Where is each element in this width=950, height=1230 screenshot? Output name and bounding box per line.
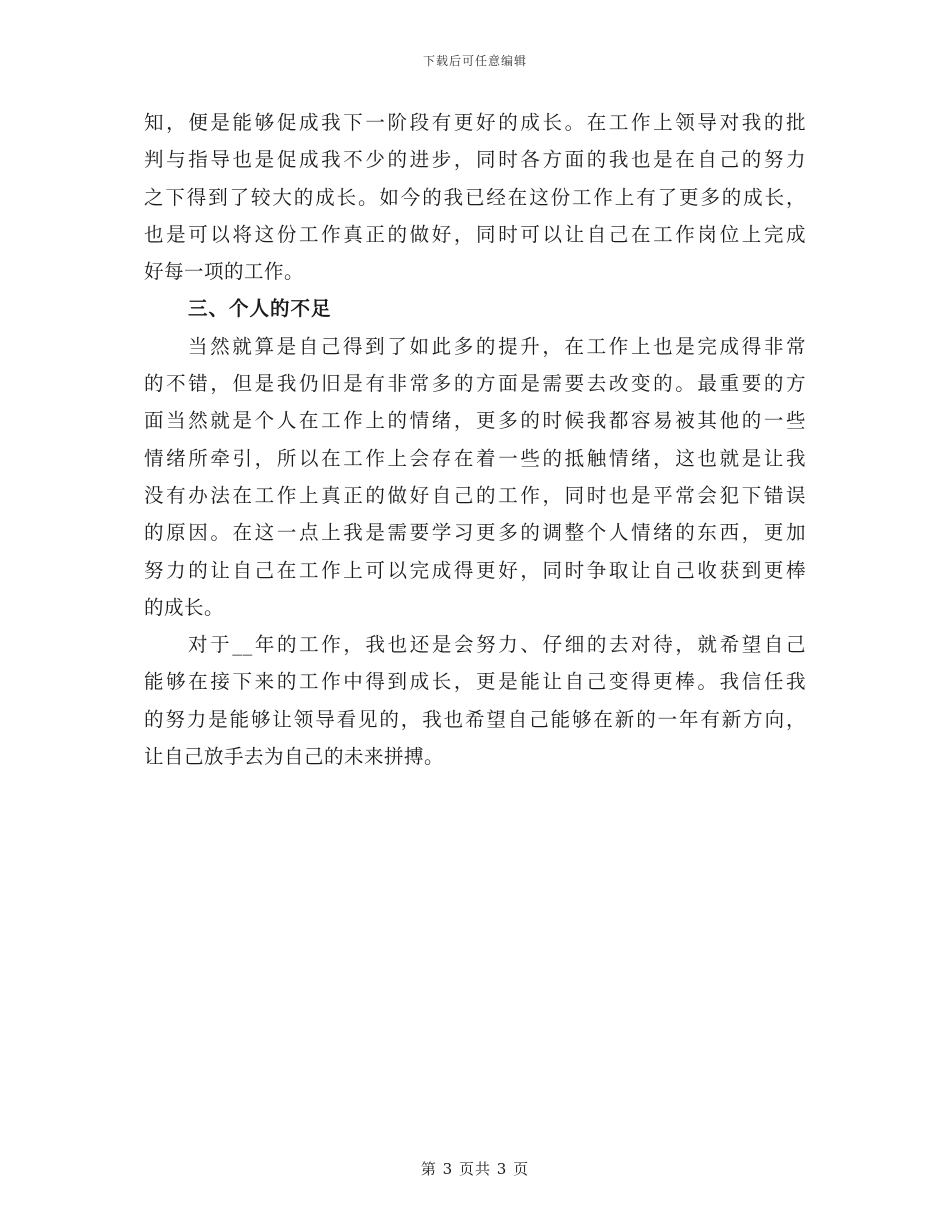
- text-line: 的原因。在这一点上我是需要学习更多的调整个人情绪的东西，更加: [144, 521, 806, 545]
- text-line: 没有办法在工作上真正的做好自己的工作，同时也是平常会犯下错误: [144, 483, 806, 507]
- paragraph: [144, 328, 806, 626]
- paragraph: [144, 104, 806, 290]
- text-line: 知，便是能够促成我下一阶段有更好的成长。在工作上领导对我的批: [144, 111, 806, 134]
- text-line: 的努力是能够让领导看见的，我也希望自己能够在新的一年有新方向，: [144, 707, 806, 731]
- text-line: 之下得到了较大的成长。如今的我已经在这份工作上有了更多的成长，: [144, 185, 806, 209]
- text-line: 能够在接下来的工作中得到成长，更是能让自己变得更棒。我信任我: [144, 670, 806, 694]
- page-header: 下载后可任意编辑: [422, 54, 527, 68]
- text-line: 也是可以将这份工作真正的做好，同时可以让自己在工作岗位上完成: [144, 222, 806, 246]
- text-line: 的不错，但是我仍旧是有非常多的方面是需要去改变的。最重要的方: [144, 372, 806, 396]
- paragraph: [144, 626, 806, 775]
- text-line: 努力的让自己在工作上可以完成得更好，同时争取让自己收获到更棒: [144, 558, 806, 582]
- text-line: 当然就算是自己得到了如此多的提升，在工作上也是完成得非常: [188, 334, 806, 358]
- text-line: 判与指导也是促成我不少的进步，同时各方面的我也是在自己的努力: [144, 148, 806, 172]
- text-line: 的成长。: [144, 595, 225, 619]
- text-line: 对于__年的工作，我也还是会努力、仔细的去对待，就希望自己: [188, 633, 806, 657]
- document-body: [144, 104, 806, 775]
- text-line: 面当然就是个人在工作上的情绪，更多的时候我都容易被其他的一些: [144, 409, 806, 433]
- text-line: 好每一项的工作。: [144, 260, 305, 284]
- text-line: 情绪所牵引，所以在工作上会存在着一些的抵触情绪，这也就是让我: [144, 446, 806, 470]
- section-heading: 三、个人的不足: [188, 297, 332, 321]
- text-line: 让自己放手去为自己的未来拼搏。: [144, 745, 445, 769]
- page-footer: 第 3 页共 3 页: [420, 1160, 530, 1178]
